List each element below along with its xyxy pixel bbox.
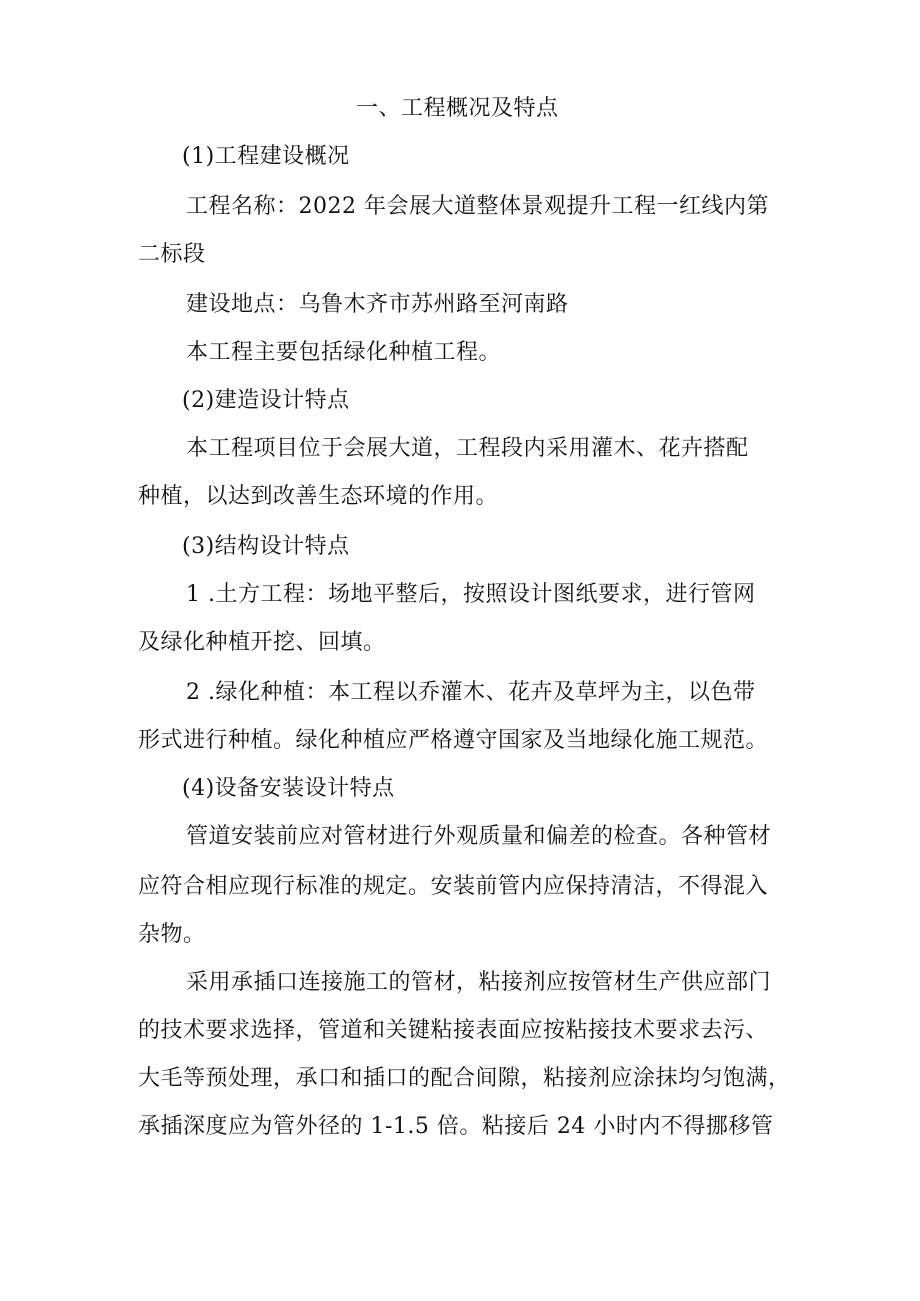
section-heading-2: (2)建造设计特点 bbox=[182, 388, 350, 413]
section-heading-1: (1)工程建设概况 bbox=[182, 144, 350, 169]
pipe-paragraph-1-line-3: 杂物。 bbox=[138, 922, 206, 947]
project-name-line-2: 二标段 bbox=[138, 242, 206, 267]
planting-line-1: 2 .绿化种植：本工程以乔灌木、花卉及草坪为主，以色带 bbox=[186, 680, 756, 705]
section-heading-4: (4)设备安装设计特点 bbox=[182, 776, 395, 801]
page-title: 一、工程概况及特点 bbox=[356, 96, 559, 121]
scope-line: 本工程主要包括绿化种植工程。 bbox=[186, 340, 502, 365]
design-paragraph-line-1: 本工程项目位于会展大道，工程段内采用灌木、花卉搭配 bbox=[186, 436, 749, 461]
pipe-paragraph-2-line-1: 采用承插口连接施工的管材，粘接剂应按管材生产供应部门 bbox=[186, 970, 772, 995]
pipe-paragraph-1-line-2: 应符合相应现行标准的规定。安装前管内应保持清洁，不得混入 bbox=[138, 874, 769, 899]
pipe-paragraph-2-line-4: 承插深度应为管外径的 1-1.5 倍。粘接后 24 小时内不得挪移管 bbox=[138, 1114, 774, 1139]
project-name-line-1: 工程名称：2022 年会展大道整体景观提升工程一红线内第 bbox=[186, 194, 769, 219]
pipe-paragraph-2-line-2: 的技术要求选择，管道和关键粘接表面应按粘接技术要求去污、 bbox=[138, 1018, 769, 1043]
earthwork-line-1: 1 .土方工程：场地平整后，按照设计图纸要求，进行管网 bbox=[186, 582, 756, 607]
pipe-paragraph-1-line-1: 管道安装前应对管材进行外观质量和偏差的检查。各种管材 bbox=[186, 824, 772, 849]
planting-line-2: 形式进行种植。绿化种植应严格遵守国家及当地绿化施工规范。 bbox=[138, 728, 769, 753]
location-line: 建设地点：乌鲁木齐市苏州路至河南路 bbox=[186, 292, 569, 317]
design-paragraph-line-2: 种植，以达到改善生态环境的作用。 bbox=[138, 484, 499, 509]
pipe-paragraph-2-line-3: 大毛等预处理，承口和插口的配合间隙，粘接剂应涂抹均匀饱满， bbox=[138, 1066, 791, 1091]
section-heading-3: (3)结构设计特点 bbox=[182, 534, 350, 559]
earthwork-line-2: 及绿化种植开挖、回填。 bbox=[138, 630, 386, 655]
